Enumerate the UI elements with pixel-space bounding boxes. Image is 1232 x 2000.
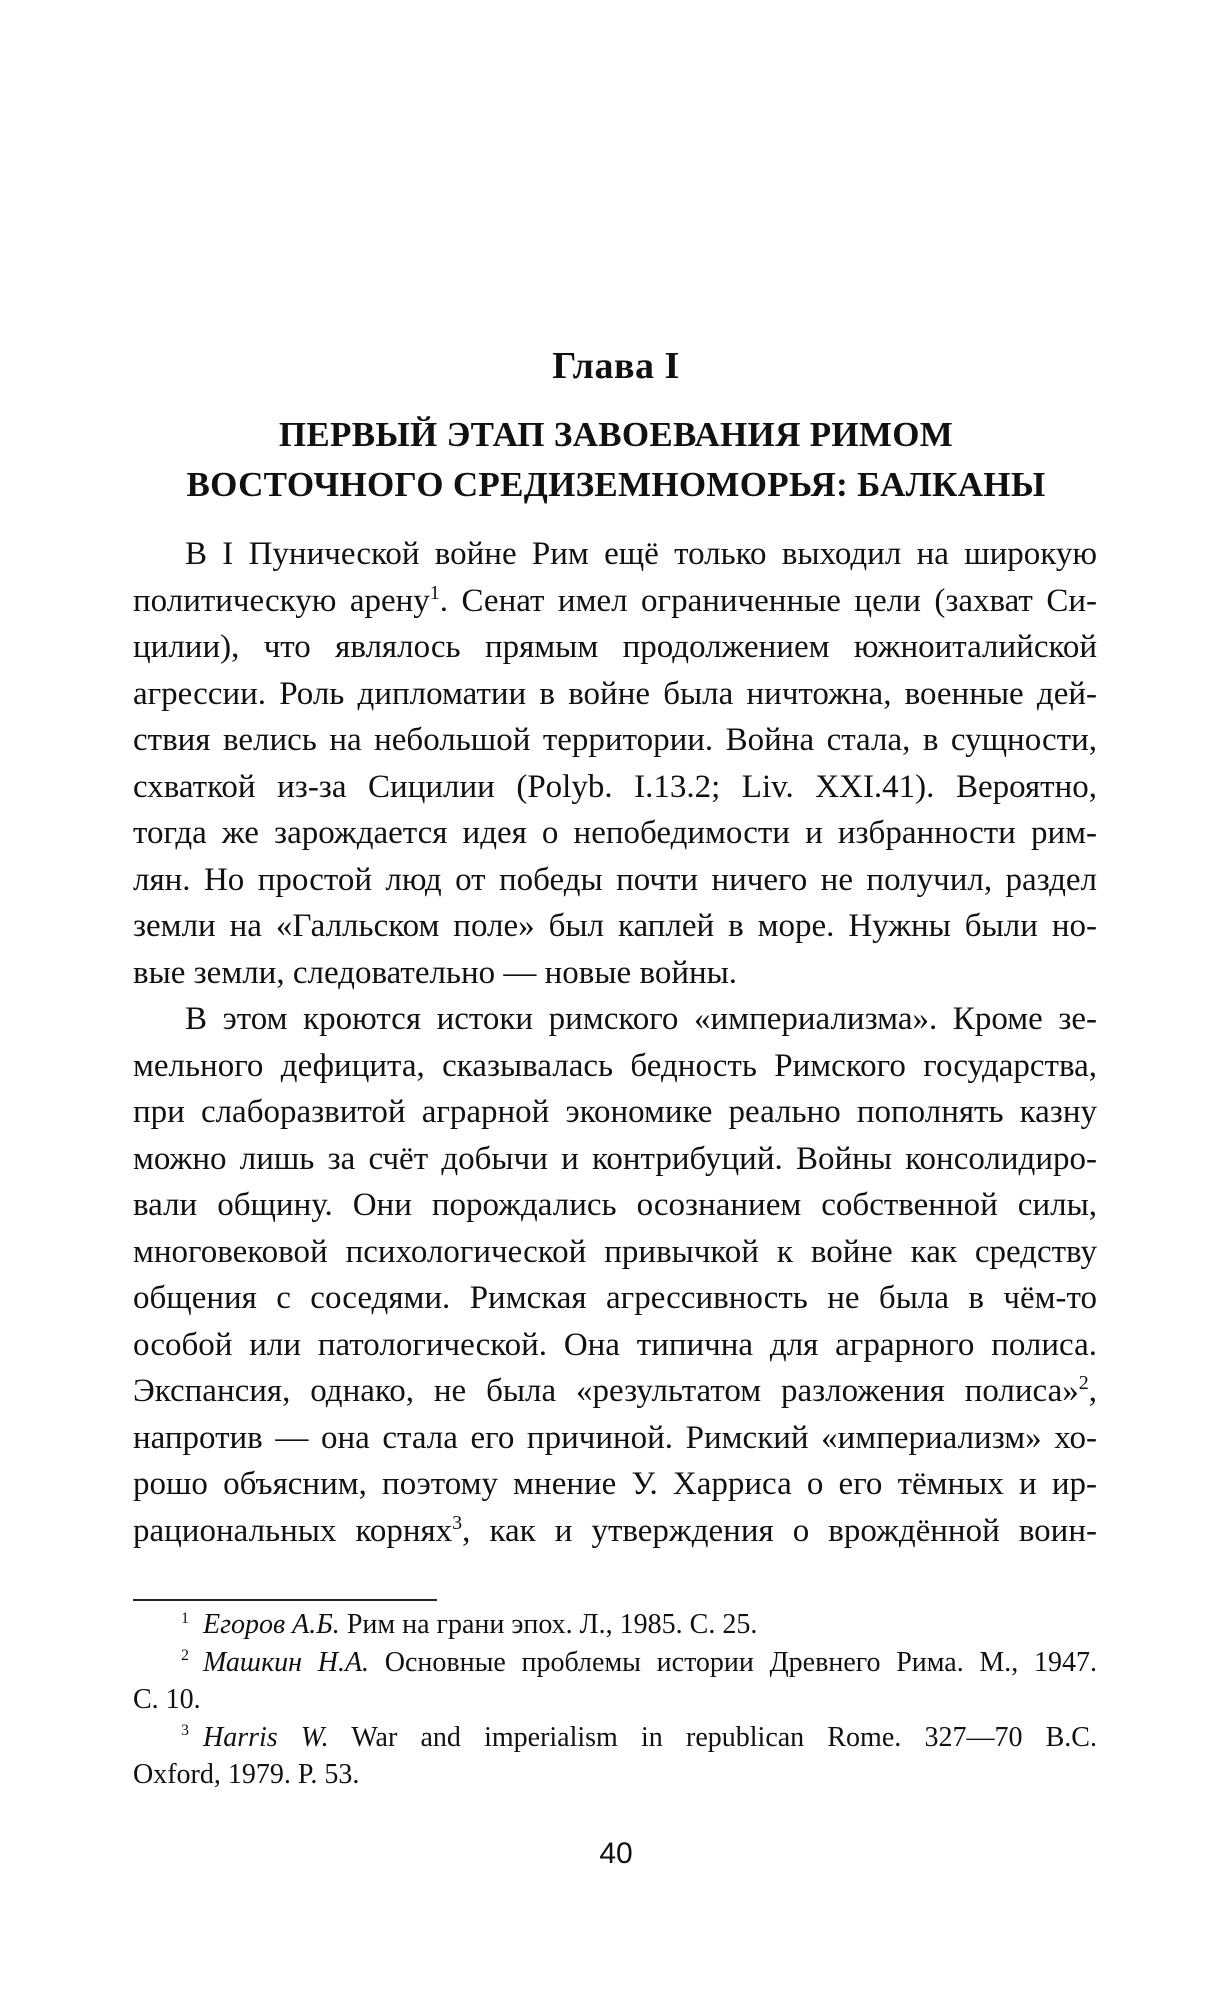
text-line: можно лишь за счёт добычи и контрибуций. Войны консолидиро- <box>133 1140 1097 1177</box>
text-line: ствия велись на небольшой территории. Война стала, в сущности, <box>133 722 1097 758</box>
footnote <box>133 1719 1097 1757</box>
text-line: вые земли, следовательно — новые войны. <box>133 954 738 991</box>
text-line: рошо объясним, поэтому мнение У. Харриса о его тёмных и ир- <box>133 1466 1097 1502</box>
footnote-author: Егоров А.Б. <box>203 1609 340 1640</box>
footnote <box>133 1606 1097 1644</box>
footnote-divider <box>133 1599 437 1601</box>
text-line: цилии), что являлось прямым продолжением южноиталийской <box>133 629 1097 665</box>
text-line: тогда же зарождается идея о непобедимости и избранности рим- <box>133 815 1097 851</box>
body-text <box>133 531 1097 1554</box>
text-line <box>133 1368 1097 1415</box>
footnote-continuation: С. 10. <box>133 1684 201 1715</box>
footnote-author: Harris W. <box>203 1721 329 1753</box>
text-line: В этом кроются истоки римского «империализма». Кроме зе- <box>185 1001 1097 1037</box>
footnote-text: Рим на грани эпох. Л., 1985. С. 25. <box>339 1609 758 1640</box>
footnote-text: Основные проблемы истории Древнего Рима. М., 1947. <box>369 1646 1097 1678</box>
chapter-title-line: ВОСТОЧНОГО СРЕДИЗЕМНОМОРЬЯ: БАЛКАНЫ <box>186 465 1046 504</box>
text-line: многовековой психологической привычкой к войне как средству <box>133 1233 1097 1270</box>
text-fragment: , как и утверждения о врождённой воин- <box>462 1512 1097 1549</box>
footnote-text: War and imperialism in republican Rome. 327—70 B.C. <box>328 1721 1097 1753</box>
chapter-title <box>130 410 1102 510</box>
text-line: земли на «Галльском поле» был каплей в море. Нужны были но- <box>133 908 1097 944</box>
text-fragment: Экспансия, однако, не была «результатом разложения полиса» <box>133 1373 1079 1409</box>
text-line: вали общину. Они порождались осознанием собственной силы, <box>133 1187 1097 1223</box>
text-fragment: рациональных корнях <box>133 1512 453 1549</box>
footnote-marker[interactable]: 1 <box>429 581 440 604</box>
footnote-number: 3 <box>181 1722 189 1740</box>
text-fragment: политическую арену <box>133 582 430 619</box>
footnote-number: 1 <box>181 1609 189 1627</box>
chapter-title-line: ПЕРВЫЙ ЭТАП ЗАВОЕВАНИЯ РИМОМ <box>278 415 954 454</box>
chapter-label: Глава I <box>552 345 680 387</box>
page-number: 40 <box>599 1837 633 1870</box>
footnote-marker[interactable]: 2 <box>1078 1372 1089 1394</box>
footnotes <box>133 1606 1097 1794</box>
text-line: агрессии. Роль дипломатии в войне была ничтожна, военные дей- <box>133 675 1097 712</box>
footnote-author: Машкин Н.А. <box>203 1646 370 1678</box>
text-line: особой или патологической. Она типична для аграрного полиса. <box>133 1326 1097 1363</box>
text-line: общения с соседями. Римская агрессивность не была в чём-то <box>133 1280 1097 1316</box>
footnote <box>133 1644 1097 1682</box>
text-line <box>133 1508 1097 1555</box>
footnote-continuation: Oxford, 1979. P. 53. <box>133 1759 360 1790</box>
text-line: при слаборазвитой аграрной экономике реально пополнять казну <box>133 1094 1097 1130</box>
text-line: мельного дефицита, сказывалась бедность Римского государства, <box>133 1047 1097 1084</box>
text-fragment: . Сенат имел ограниченные цели (захват Си- <box>439 582 1097 619</box>
footnote-number: 2 <box>181 1647 189 1665</box>
text-line <box>133 578 1097 625</box>
text-line: схваткой из-за Сицилии (Polyb. I.13.2; Liv. XXI.41). Вероятно, <box>133 768 1097 805</box>
footnote-marker[interactable]: 3 <box>452 1511 463 1534</box>
text-line: лян. Но простой люд от победы почти ничего не получил, раздел <box>133 861 1097 898</box>
text-line: напротив — она стала его причиной. Римский «империализм» хо- <box>133 1419 1097 1456</box>
text-line: В I Пунической войне Рим ещё только выходил на широкую <box>185 536 1097 572</box>
text-fragment: , <box>1088 1373 1097 1409</box>
